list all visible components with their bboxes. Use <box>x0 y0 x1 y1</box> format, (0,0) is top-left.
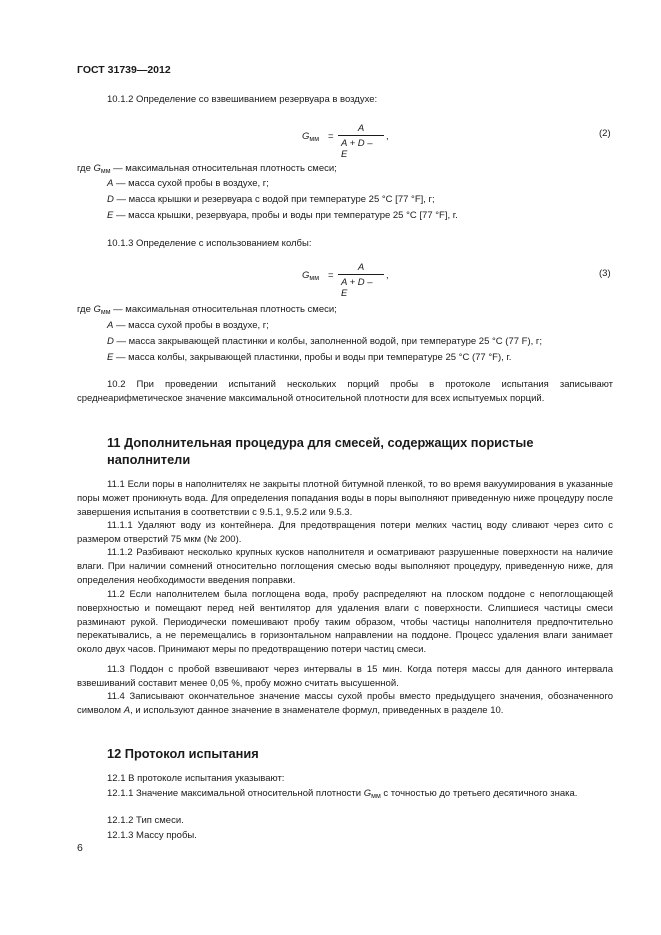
definition-a: A — масса сухой пробы в воздухе, г; <box>107 178 269 189</box>
section-10-1-2-title: 10.1.2 Определение со взвешиванием резервуара в воздухе: <box>107 94 378 105</box>
formula-number: (2) <box>599 128 611 139</box>
formula-numerator: A <box>357 262 365 273</box>
formula-denominator: A + D – E <box>338 274 384 299</box>
paragraph-12-1: 12.1 В протоколе испытания указывают: <box>107 773 285 784</box>
paragraph-11-2: 11.2 Если наполнителем была поглощена вода, пробу распределяют на плоском поддоне с непоглощающей поверхностью и помещают перед ней вентилятор для удаления влаги с поверхности. Слипшиеся частицы смеси разминают рукой. Периодически помешивают пробу таким образом, чтобы частицы наполнителя предпочтительно перекатывались, а не перемещались в горизонтальном направлении на поддоне. Процесс удаления влаги занимает около двух часов. Принимают меры по предотвращению потери частиц смеси. <box>77 589 613 656</box>
formula-fraction <box>338 123 384 160</box>
formula-denominator: A + D – E <box>338 135 384 160</box>
paragraph-11-4: 11.4 Записывают окончательное значение массы сухой пробы вместо предыдущего значения, обозначенного символом A, и используют данное значение в знаменателе формул, приведенных в разделе 10. <box>77 691 613 716</box>
paragraph-12-1-1: 12.1.1 Значение максимальной относительной плотности $G_{мм}$ с точностью до третьего десятичного знака. <box>107 788 578 800</box>
formula-lhs: $G_{мм}$ <box>302 131 320 143</box>
formula-fraction <box>338 262 384 299</box>
formula-numerator: A <box>357 123 365 134</box>
document-header: ГОСТ 31739—2012 <box>77 64 171 76</box>
formula-eq: = <box>328 270 334 281</box>
definition-e: E — масса крышки, резервуара, пробы и воды при температуре 25 °С [77 °F], г. <box>107 210 458 221</box>
formula-tail: , <box>386 131 389 142</box>
definition-d: D — масса закрывающей пластинки и колбы, заполненной водой, при температуре 25 °С (77 F), г; <box>107 336 543 347</box>
paragraph-11-1: 11.1 Если поры в наполнителях не закрыты плотной битумной пленкой, то во время вакуумирования в указанные поры может проникнуть вода. Для определения попадания воды в поры выполняют приведенную ниже процедуру после завершения испытания в соответствии с 9.5.1, 9.5.2 или 9.5.3. <box>77 479 613 518</box>
page-number: 6 <box>77 842 83 854</box>
formula-2 <box>302 123 422 160</box>
definition-a: A — масса сухой пробы в воздухе, г; <box>107 320 269 331</box>
definition-d: D — масса крышки и резервуара с водой при температуре 25 °С [77 °F], г; <box>107 194 435 205</box>
formula-tail: , <box>386 270 389 281</box>
definition-e: E — масса колбы, закрывающей пластинки, пробы и воды при температуре 25 °С (77 °F), г. <box>107 352 512 363</box>
section-11-heading-line1: 11 Дополнительная процедура для смесей, содержащих пористые <box>107 435 534 450</box>
section-12-heading: 12 Протокол испытания <box>107 746 259 761</box>
paragraph-12-1-2: 12.1.2 Тип смеси. <box>107 815 184 826</box>
paragraph-11-1-1: 11.1.1 Удаляют воду из контейнера. Для предотвращения потери мелких частиц воду сливают через сито с размером отверстий 75 мкм (№ 200). <box>77 520 613 545</box>
formula-eq: = <box>328 131 334 142</box>
paragraph-10-2: 10.2 При проведении испытаний нескольких порций пробы в протоколе испытания записывают среднеарифметическое значение максимальной относительной плотности для всех испытуемых порций. <box>77 379 613 404</box>
paragraph-11-1-2: 11.1.2 Разбивают несколько крупных кусков наполнителя и осматривают разрушенные поверхности на наличие влаги. При наличии сомнений относительно поглощения смесью воды выполняют процедуру, приведенную ниже, для определения необходимости введения поправки. <box>77 547 613 586</box>
paragraph-11-3: 11.3 Поддон с пробой взвешивают через интервалы в 15 мин. Когда потеря массы для данного интервала взвешиваний составит менее 0,05 %, пробу можно считать высушенной. <box>77 664 613 689</box>
formula-lhs: $G_{мм}$ <box>302 270 320 282</box>
where-line: где $G_{мм}$ — максимальная относительная плотность смеси; <box>77 304 337 316</box>
formula-number: (3) <box>599 268 611 279</box>
section-10-1-3-title: 10.1.3 Определение с использованием колбы: <box>107 238 312 249</box>
formula-3 <box>302 262 422 299</box>
section-11-heading-line2: наполнители <box>107 452 191 467</box>
paragraph-12-1-3: 12.1.3 Массу пробы. <box>107 830 197 841</box>
where-line: где $G_{мм}$ — максимальная относительная плотность смеси; <box>77 163 337 175</box>
